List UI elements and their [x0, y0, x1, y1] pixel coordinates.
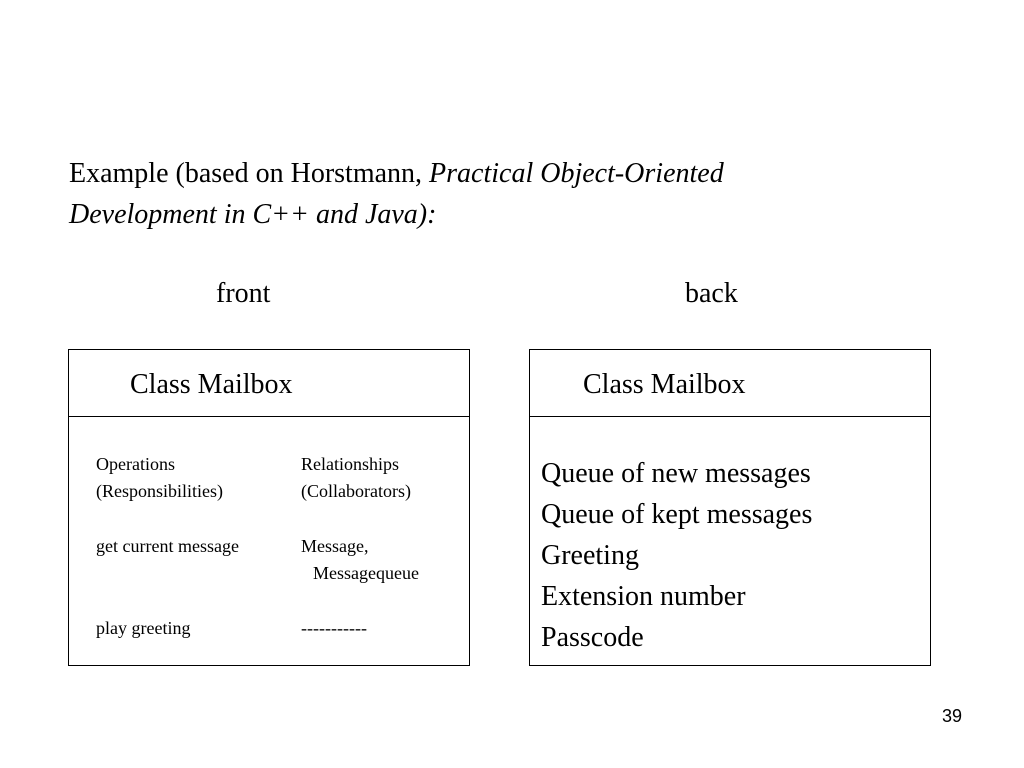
card-front-header — [69, 350, 469, 417]
operation-get-current-message: get current message — [96, 536, 239, 556]
attribute-item: Extension number — [541, 581, 746, 612]
attribute-item: Passcode — [541, 622, 644, 653]
relationships-header-line-1: Relationships — [301, 454, 399, 474]
book-title-part-2: Development in C++ and Java): — [69, 199, 437, 230]
relationship-message: Message, — [301, 536, 369, 556]
crc-card-front — [68, 349, 470, 666]
intro-line-1 — [69, 153, 949, 194]
attribute-list — [541, 453, 812, 658]
page-number: 39 — [941, 706, 962, 726]
card-back-title: Class Mailbox — [583, 369, 746, 400]
attribute-item: Queue of kept messages — [541, 499, 813, 530]
book-title-part-1: Practical Object-Oriented — [429, 158, 724, 189]
front-label: front — [216, 278, 271, 309]
relationships-header-line-2: (Collaborators) — [301, 481, 411, 501]
operation-play-greeting: play greeting — [96, 618, 191, 638]
back-label: back — [685, 278, 738, 309]
intro-text — [69, 153, 949, 235]
attribute-item: Queue of new messages — [541, 458, 811, 489]
intro-line-2 — [69, 194, 949, 235]
operations-header-line-1: Operations — [96, 454, 175, 474]
card-front-title: Class Mailbox — [130, 369, 293, 400]
intro-plain-text: Example (based on Horstmann, — [69, 158, 430, 189]
relationship-messagequeue: Messagequeue — [313, 563, 419, 583]
card-back-header — [530, 350, 930, 417]
attribute-item: Greeting — [541, 540, 639, 571]
relationship-none: ----------- — [301, 618, 367, 638]
operations-header-line-2: (Responsibilities) — [96, 481, 223, 501]
crc-card-back — [529, 349, 931, 666]
